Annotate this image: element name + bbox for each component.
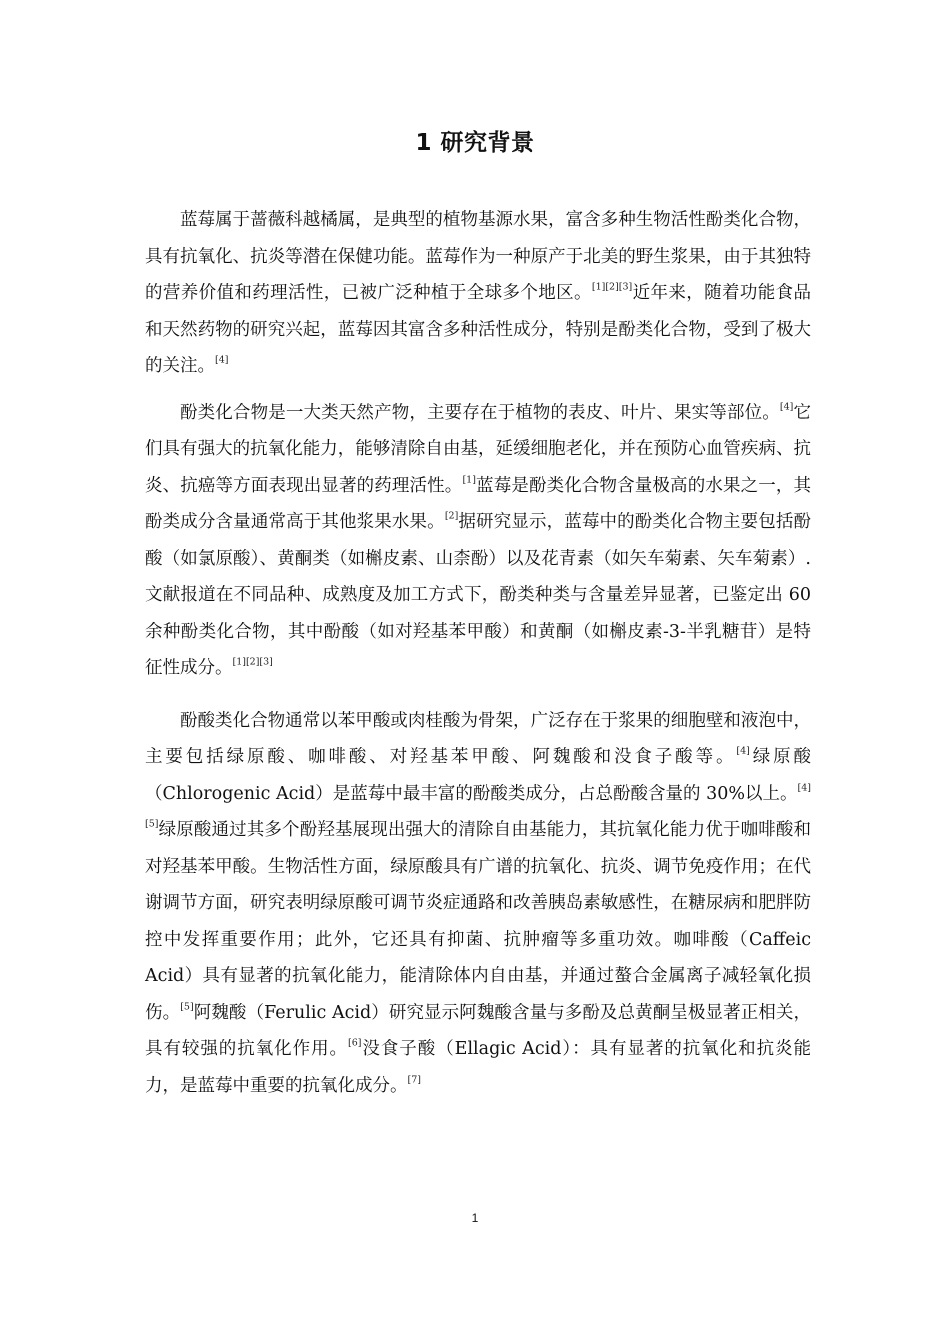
- citation: [5]: [180, 1000, 194, 1012]
- paragraph-text: 酚酸类化合物通常以苯甲酸或肉桂酸为骨架，广泛存在于浆果的细胞壁和液泡中，主要包括绿原酸、咖啡酸、对羟基苯甲酸、阿魏酸和没食子酸等。: [145, 710, 811, 767]
- paragraph-3: [145, 703, 811, 1105]
- paragraph-text: 没食子酸（Ellagic Acid）：具有显著的抗氧化和抗炎能力，是蓝莓中重要的抗氧化成分。: [145, 1039, 811, 1096]
- citation: [4]: [736, 745, 750, 757]
- paragraph-1: [145, 202, 811, 385]
- citation: [1][2][3]: [591, 281, 633, 293]
- citation: [4][5]: [145, 781, 811, 830]
- paragraph-text: 绿原酸（Chlorogenic Acid）是蓝莓中最丰富的酚酸类成分，占总酚酸含量的 30%以上。: [145, 747, 812, 804]
- paragraph-text: 近年来，随着功能食品和天然药物的研究兴起，蓝莓因其富含多种活性成分，特别是酚类化合物，受到了极大的关注。: [145, 283, 811, 376]
- citation: [4]: [779, 400, 794, 412]
- paragraph-text: 阿魏酸（Ferulic Acid）研究显示阿魏酸含量与多酚及总黄酮呈极显著正相关，具有较强的抗氧化作用。: [145, 1002, 811, 1059]
- paragraph-text: 它们具有强大的抗氧化能力，能够清除自由基，延缓细胞老化，并在预防心血管疾病、抗炎、抗癌等方面表现出显著的药理活性。: [145, 402, 812, 496]
- citation: [2]: [444, 510, 459, 522]
- paragraph-text: 蓝莓属于蔷薇科越橘属，是典型的植物基源水果，富含多种生物活性酚类化合物，具有抗氧化、抗炎等潜在保健功能。蓝莓作为一种原产于北美的野生浆果，由于其独特的营养价值和药理活性，已被广泛种植于全球多个地区。: [145, 210, 811, 303]
- citation: [1]: [462, 473, 476, 485]
- body-text: [145, 202, 811, 1114]
- citation: [6]: [347, 1037, 362, 1049]
- paragraph-text: 据研究显示，蓝莓中的酚类化合物主要包括酚酸（如氯原酸）、黄酮类（如槲皮素、山柰酚）以及花青素（如矢车菊素、矢车菊素）.文献报道在不同品种、成熟度及加工方式下，酚类种类与含量差异显著，已鉴定出 60 余种酚类化合物，其中酚酸（如对羟基苯甲酸）和黄酮（如槲皮素-3-半乳糖苷）是特征性成分。: [145, 512, 811, 678]
- page-number: 1: [471, 1211, 479, 1225]
- paragraph-text: 蓝莓是酚类化合物含量极高的水果之一，其酚类成分含量通常高于其他浆果水果。: [145, 475, 812, 532]
- paragraph-text: 绿原酸通过其多个酚羟基展现出强大的清除自由基能力，其抗氧化能力优于咖啡酸和对羟基苯甲酸。生物活性方面，绿原酸具有广谱的抗氧化、抗炎、调节免疫作用；在代谢调节方面，研究表明绿原酸可调节炎症通路和改善胰岛素敏感性，在糖尿病和肥胖防控中发挥重要作用；此外，它还具有抑菌、抗肿瘤等多重功效。咖啡酸（Caffeic Acid）具有显著的抗氧化能力，能清除体内自由基，并通过螯合金属离子减轻氧化损伤。: [145, 820, 811, 1023]
- paragraph-2: [145, 395, 811, 687]
- citation: [4]: [215, 354, 229, 366]
- section-title: 1 研究背景: [415, 130, 535, 156]
- citation: [7]: [407, 1073, 421, 1085]
- citation: [1][2][3]: [232, 656, 273, 668]
- paragraph-text: 酚类化合物是一大类天然产物，主要存在于植物的表皮、叶片、果实等部位。: [180, 402, 780, 423]
